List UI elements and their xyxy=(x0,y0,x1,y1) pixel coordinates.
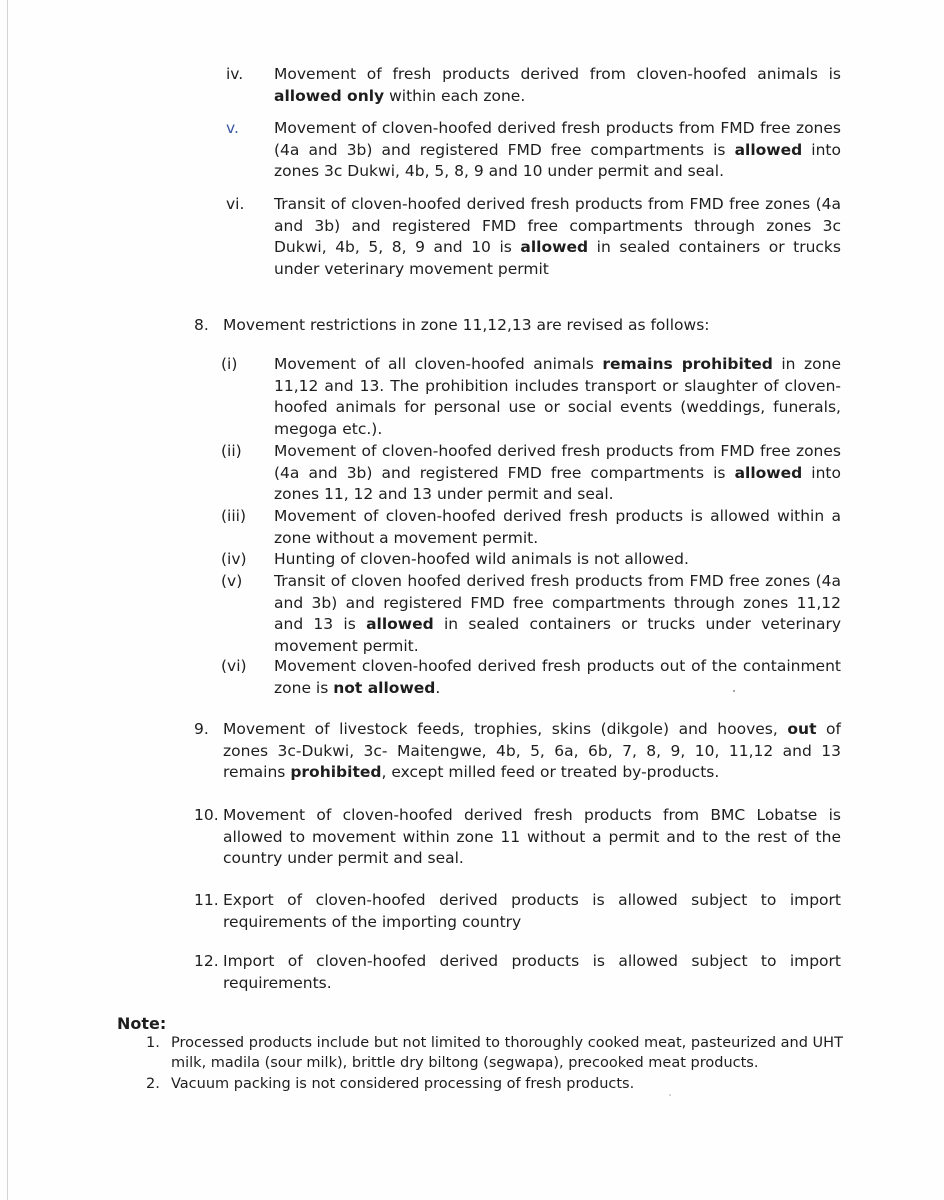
item-marker: v. xyxy=(226,119,239,137)
list-item-vi-2 xyxy=(221,656,841,699)
item-text: Movement of cloven-hoofed derived fresh products from FMD free zones (4a and 3b) and registered FMD free compartments is allowed into zones 3c Dukwi, 4b, 5, 8, 9 and 10 under permit and seal. xyxy=(274,119,841,180)
item-text: Movement cloven-hoofed derived fresh products out of the containment zone is not allowed. xyxy=(274,657,841,697)
item-text: Movement of all cloven-hoofed animals remains prohibited in zone 11,12 and 13. The prohibition includes transport or slaughter of cloven-hoofed animals for personal use or social events (weddings, funerals, megoga etc.). xyxy=(274,355,841,438)
item-text: Transit of cloven-hoofed derived fresh products from FMD free zones (4a and 3b) and registered FMD free compartments through zones 3c Dukwi, 4b, 5, 8, 9 and 10 is allowed in sealed containers or trucks under veterinary movement permit xyxy=(274,195,841,278)
item-text: Movement of cloven-hoofed derived fresh products is allowed within a zone without a movement permit. xyxy=(274,507,841,547)
section-number: 9. xyxy=(194,720,209,738)
section-text: Export of cloven-hoofed derived products is allowed subject to import requirements of the importing country xyxy=(223,891,841,931)
section-number: 10. xyxy=(194,806,219,824)
item-marker: (vi) xyxy=(221,657,247,675)
section-11 xyxy=(194,890,841,933)
item-marker: vi. xyxy=(226,195,245,213)
note-marker: 2. xyxy=(146,1076,160,1092)
list-item-ii xyxy=(221,441,841,506)
list-item-iv xyxy=(226,64,841,107)
item-text: Movement of cloven-hoofed derived fresh products from FMD free zones (4a and 3b) and registered FMD free compartments is allowed into zones 11, 12 and 13 under permit and seal. xyxy=(274,442,841,503)
note-text: Vacuum packing is not considered processing of fresh products. xyxy=(171,1076,635,1092)
list-item-v-2 xyxy=(221,571,841,657)
item-marker: (v) xyxy=(221,572,243,590)
section-12 xyxy=(194,951,841,994)
section-number: 8. xyxy=(194,316,209,334)
scan-speck xyxy=(669,1094,671,1096)
list-item-v xyxy=(226,118,841,183)
note-title: Note: xyxy=(117,1014,167,1033)
list-item-iii xyxy=(221,506,841,549)
item-marker: (iii) xyxy=(221,507,247,525)
section-9 xyxy=(194,719,841,784)
section-text: Movement of cloven-hoofed derived fresh products from BMC Lobatse is allowed to movement within zone 11 without a permit and to the rest of the country under permit and seal. xyxy=(223,806,841,867)
item-marker: (iv) xyxy=(221,550,247,568)
section-10 xyxy=(194,805,841,870)
section-number: 11. xyxy=(194,891,219,909)
scan-speck xyxy=(733,690,735,692)
section-text: Movement restrictions in zone 11,12,13 are revised as follows: xyxy=(223,316,710,334)
item-marker: iv. xyxy=(226,65,244,83)
list-item-i xyxy=(221,354,841,440)
list-item-vi xyxy=(226,194,841,280)
item-text: Movement of fresh products derived from cloven-hoofed animals is allowed only within each zone. xyxy=(274,65,841,105)
item-text: Hunting of cloven-hoofed wild animals is not allowed. xyxy=(274,550,689,568)
section-8-heading xyxy=(194,315,841,337)
item-marker: (ii) xyxy=(221,442,242,460)
section-text: Movement of livestock feeds, trophies, skins (dikgole) and hooves, out of zones 3c-Dukwi, 3c- Maitengwe, 4b, 5, 6a, 6b, 7, 8, 9, 10, 11,12 and 13 remains prohibited, except milled feed or treated by-products. xyxy=(223,720,841,781)
note-item-1 xyxy=(146,1033,846,1073)
list-item-iv-2 xyxy=(221,549,841,571)
section-number: 12. xyxy=(194,952,219,970)
item-text: Transit of cloven hoofed derived fresh products from FMD free zones (4a and 3b) and registered FMD free compartments through zones 11,12 and 13 is allowed in sealed containers or trucks under veterinary movement permit. xyxy=(274,572,841,655)
note-text: Processed products include but not limited to thoroughly cooked meat, pasteurized and UHT milk, madila (sour milk), brittle dry biltong (segwapa), precooked meat products. xyxy=(171,1035,843,1071)
note-marker: 1. xyxy=(146,1035,160,1051)
section-text: Import of cloven-hoofed derived products is allowed subject to import requirements. xyxy=(223,952,841,992)
item-marker: (i) xyxy=(221,355,238,373)
note-item-2 xyxy=(146,1074,846,1094)
